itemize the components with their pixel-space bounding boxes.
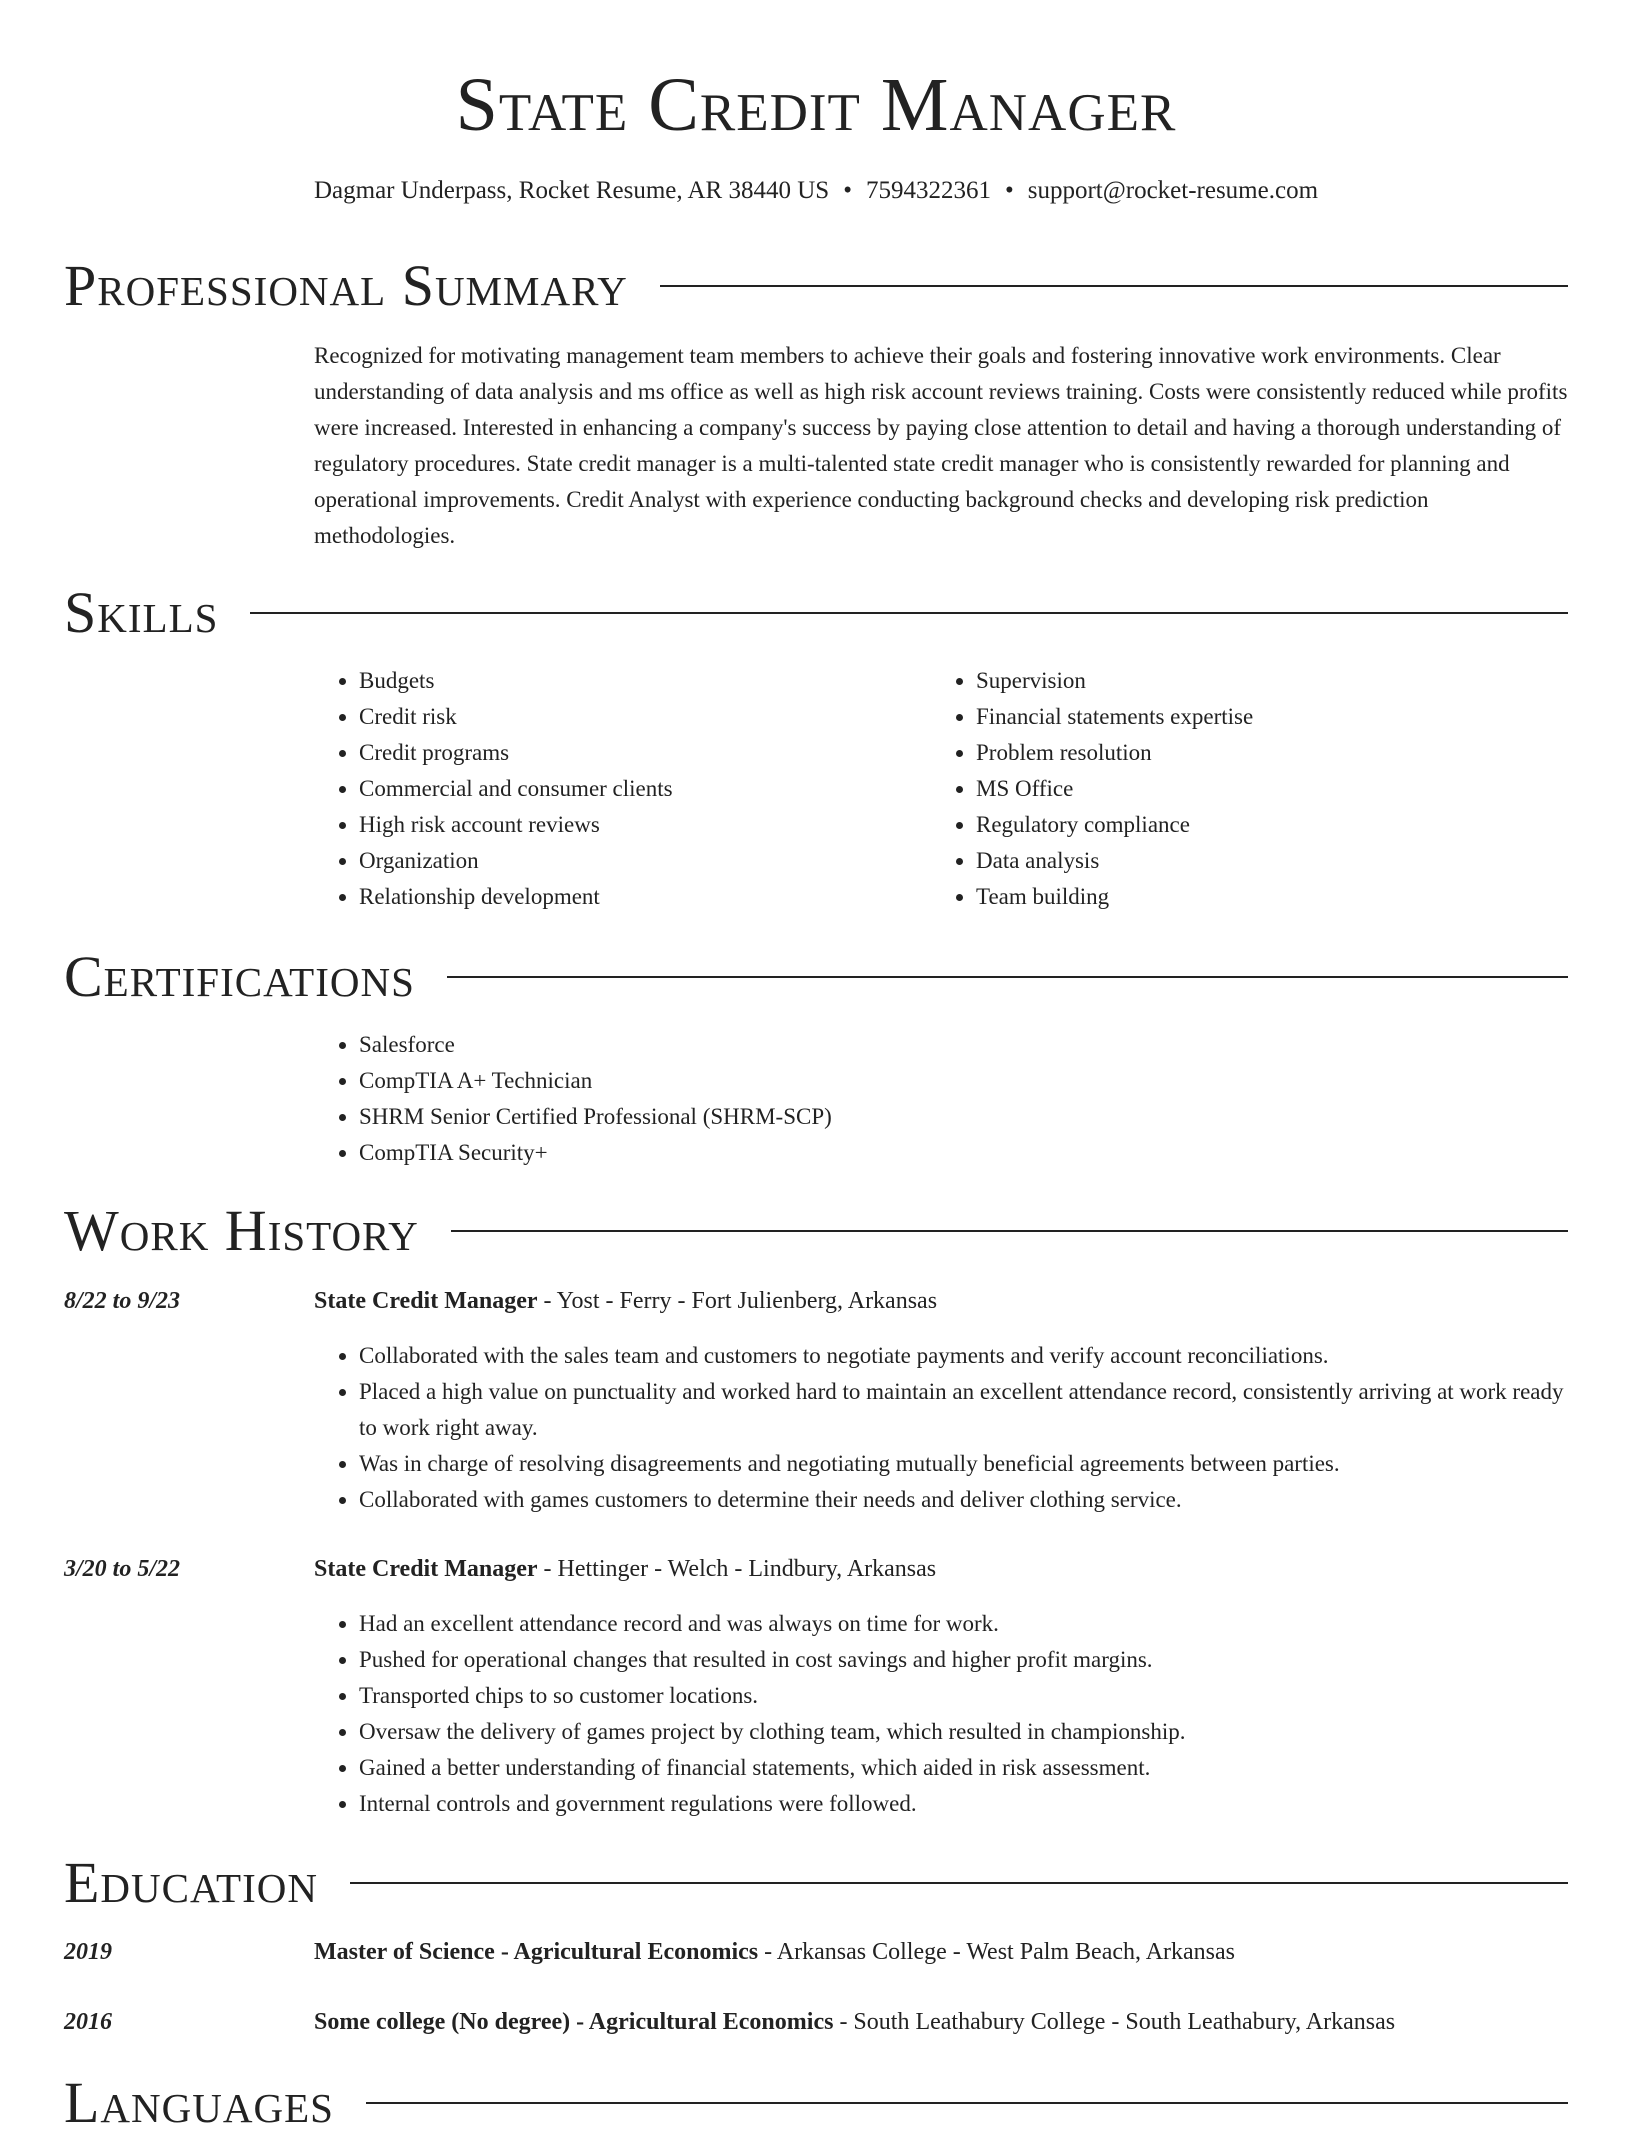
certifications-list <box>314 1027 1568 1171</box>
job-bullet: • Internal controls and government regulations were followed. <box>359 1786 1568 1822</box>
job-bullet: • Gained a better understanding of financial statements, which aided in risk assessment. <box>359 1750 1568 1786</box>
contact-line <box>0 176 1632 206</box>
education-year: 2016 <box>64 2009 112 2035</box>
skill-item: • Relationship development <box>359 879 914 915</box>
skill-item: • Commercial and consumer clients <box>359 771 914 807</box>
section-header-summary <box>64 255 1568 317</box>
education-entry <box>314 1937 1568 1967</box>
job-heading <box>314 1554 1568 1584</box>
skill-item: • Data analysis <box>976 843 1568 879</box>
job-bullet: • Placed a high value on punctuality and worked hard to maintain an excellent attendance record, consistently arriving at work ready to work right away. <box>359 1374 1568 1446</box>
job-responsibilities <box>314 1606 1568 1822</box>
section-divider <box>451 1230 1568 1232</box>
skill-item: • Supervision <box>976 663 1568 699</box>
contact-email: support@rocket-resume.com <box>1027 177 1319 204</box>
skill-item: • Credit risk <box>359 699 914 735</box>
section-title: Skills <box>64 580 219 645</box>
section-title: Certifications <box>64 944 415 1009</box>
section-header-education <box>64 1852 1568 1914</box>
contact-address: Dagmar Underpass, Rocket Resume, AR 38440 US <box>313 177 830 204</box>
section-divider <box>447 976 1568 978</box>
education-degree: Some college (No degree) - Agricultural Economics <box>314 2009 834 2035</box>
education-degree: Master of Science - Agricultural Economics <box>314 1939 759 1965</box>
education-entry <box>314 2007 1568 2037</box>
section-divider <box>250 612 1568 614</box>
contact-separator: • <box>1004 177 1014 204</box>
job-dates: 8/22 to 9/23 <box>64 1288 181 1314</box>
section-header-certifications <box>64 946 1568 1008</box>
skill-item: • Problem resolution <box>976 735 1568 771</box>
job-bullet: • Had an excellent attendance record and was always on time for work. <box>359 1606 1568 1642</box>
job-bullet: • Was in charge of resolving disagreements and negotiating mutually beneficial agreements between parties. <box>359 1446 1568 1482</box>
education-school: - Arkansas College - West Palm Beach, Arkansas <box>758 1939 1235 1965</box>
job-bullet: • Oversaw the delivery of games project by clothing team, which resulted in championship. <box>359 1714 1568 1750</box>
job-employer: - Yost - Ferry - Fort Julienberg, Arkansas <box>537 1288 938 1314</box>
skill-item: • MS Office <box>976 771 1568 807</box>
skills-column-left <box>314 663 914 915</box>
job-role: State Credit Manager <box>314 1556 538 1582</box>
section-title: Education <box>64 1850 318 1915</box>
education-school: - South Leathabury College - South Leathabury, Arkansas <box>833 2009 1396 2035</box>
section-header-work-history <box>64 1200 1568 1262</box>
skill-item: • Regulatory compliance <box>976 807 1568 843</box>
job-responsibilities <box>314 1338 1568 1518</box>
skill-item: • Budgets <box>359 663 914 699</box>
summary-text: Recognized for motivating management team members to achieve their goals and fostering innovative work environments. Clear understanding of data analysis and ms office as well as high risk account reviews training. Costs were consistently reduced while profits were increased. Interested in enhancing a company's success by paying close attention to detail and having a thorough understanding of regulatory procedures. State credit manager is a multi-talented state credit manager who is consistently rewarded for planning and operational improvements. Credit Analyst with experience conducting background checks and developing risk prediction methodologies. <box>314 343 1568 548</box>
certification-item: • Salesforce <box>359 1027 1568 1063</box>
contact-separator: • <box>843 177 852 204</box>
certification-item: • CompTIA Security+ <box>359 1135 1568 1171</box>
skill-item: • Financial statements expertise <box>976 699 1568 735</box>
skill-item: • Organization <box>359 843 914 879</box>
job-bullet: • Collaborated with games customers to determine their needs and deliver clothing service. <box>359 1482 1568 1518</box>
certification-item: • SHRM Senior Certified Professional (SHRM-SCP) <box>359 1099 1568 1135</box>
section-header-skills <box>64 582 1568 644</box>
certification-item: • CompTIA A+ Technician <box>359 1063 1568 1099</box>
job-employer: - Hettinger - Welch - Lindbury, Arkansas <box>537 1556 937 1582</box>
job-bullet: • Pushed for operational changes that resulted in cost savings and higher profit margins. <box>359 1642 1568 1678</box>
skills-column-right <box>931 663 1568 915</box>
contact-phone: 7594322361 <box>865 177 991 204</box>
education-year: 2019 <box>64 1939 112 1965</box>
job-dates: 3/20 to 5/22 <box>64 1556 181 1582</box>
job-bullet: • Collaborated with the sales team and customers to negotiate payments and verify account reconciliations. <box>359 1338 1568 1374</box>
section-divider <box>660 285 1568 287</box>
job-role: State Credit Manager <box>314 1288 538 1314</box>
section-title: Professional Summary <box>64 253 628 318</box>
section-divider <box>350 1882 1568 1884</box>
skill-item: • Credit programs <box>359 735 914 771</box>
section-title: Languages <box>64 2070 334 2135</box>
resume-name: State Credit Manager <box>455 63 1177 147</box>
section-title: Work History <box>64 1198 419 1263</box>
section-divider <box>366 2102 1568 2104</box>
skill-item: • Team building <box>976 879 1568 915</box>
skill-item: • High risk account reviews <box>359 807 914 843</box>
job-bullet: • Transported chips to so customer locations. <box>359 1678 1568 1714</box>
job-heading <box>314 1286 1568 1316</box>
section-header-languages <box>64 2072 1568 2134</box>
